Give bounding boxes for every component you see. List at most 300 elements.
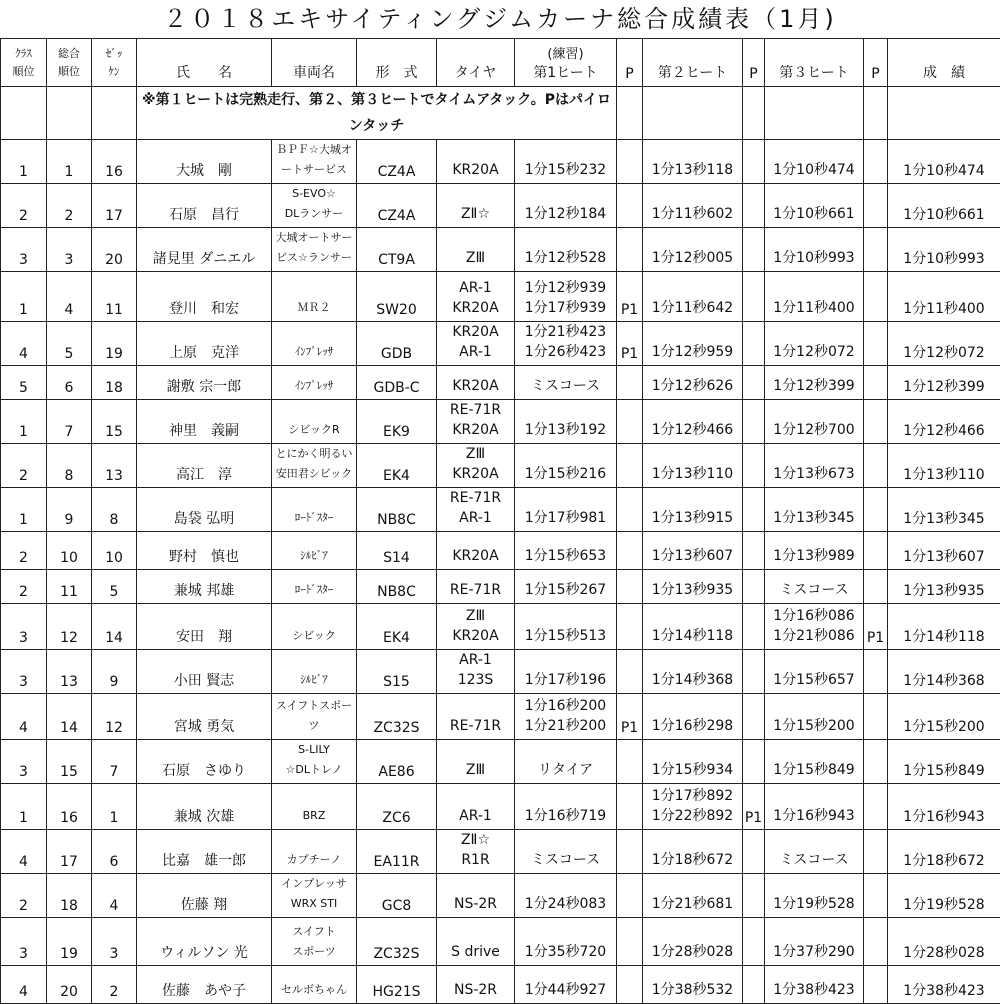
class-rank-cell: 3 bbox=[1, 918, 47, 966]
name-cell: 石原 さゆり bbox=[137, 740, 272, 784]
table-row bbox=[1, 874, 1000, 918]
zekken-cell: 3 bbox=[92, 918, 137, 966]
overall-rank-cell: 17 bbox=[47, 830, 92, 874]
car-cell bbox=[272, 966, 357, 1004]
p2-cell bbox=[743, 570, 765, 604]
heat1-cell bbox=[515, 184, 617, 228]
name-cell: 謝敷 宗一郎 bbox=[137, 366, 272, 400]
table-row bbox=[1, 694, 1000, 740]
heat3-cell bbox=[765, 650, 864, 694]
model-cell: S14 bbox=[357, 532, 437, 570]
overall-rank-cell: 7 bbox=[47, 400, 92, 444]
heat3-cell bbox=[765, 874, 864, 918]
model-cell: SW20 bbox=[357, 272, 437, 322]
name-cell: 小田 賢志 bbox=[137, 650, 272, 694]
heat2-cell bbox=[643, 366, 743, 400]
table-row bbox=[1, 272, 1000, 322]
heat3-cell bbox=[765, 918, 864, 966]
heat3-line: 1分12秒399 bbox=[765, 376, 863, 396]
p3-cell bbox=[864, 488, 888, 532]
heat3-cell bbox=[765, 740, 864, 784]
model-cell: GDB bbox=[357, 322, 437, 366]
heat1-line: 1分12秒528 bbox=[515, 248, 616, 268]
zekken-cell: 2 bbox=[92, 966, 137, 1004]
heat2-line: 1分13秒118 bbox=[643, 160, 742, 180]
p2-cell bbox=[743, 830, 765, 874]
heat3-cell bbox=[765, 604, 864, 650]
heat3-line: 1分10秒993 bbox=[765, 248, 863, 268]
tire-line: KR20A bbox=[437, 298, 514, 318]
car-cell bbox=[272, 366, 357, 400]
heat2-line: 1分11秒602 bbox=[643, 204, 742, 224]
heat2-line: 1分12秒626 bbox=[643, 376, 742, 396]
zekken-cell: 17 bbox=[92, 184, 137, 228]
p3-cell bbox=[864, 272, 888, 322]
tire-cell bbox=[437, 444, 515, 488]
heat1-cell bbox=[515, 322, 617, 366]
tire-line: S drive bbox=[437, 942, 514, 962]
p2-cell bbox=[743, 532, 765, 570]
result-cell: 1分19秒528 bbox=[888, 874, 1000, 918]
heat1-line: 1分15秒216 bbox=[515, 464, 616, 484]
heat2-cell bbox=[643, 874, 743, 918]
heat1-line: 1分21秒200 bbox=[515, 716, 616, 736]
p1-cell bbox=[617, 228, 643, 272]
heat1-line: 1分15秒513 bbox=[515, 626, 616, 646]
class-rank-cell: 2 bbox=[1, 444, 47, 488]
table-row bbox=[1, 444, 1000, 488]
p3-cell bbox=[864, 400, 888, 444]
p3-cell bbox=[864, 966, 888, 1004]
overall-rank-cell: 19 bbox=[47, 918, 92, 966]
table-row bbox=[1, 400, 1000, 444]
p2-cell bbox=[743, 140, 765, 184]
heat3-line: 1分12秒072 bbox=[765, 342, 863, 362]
name-cell: 比嘉 雄一郎 bbox=[137, 830, 272, 874]
model-cell: GC8 bbox=[357, 874, 437, 918]
result-cell: 1分28秒028 bbox=[888, 918, 1000, 966]
car-line: カプチーノ bbox=[272, 850, 356, 870]
heat1-cell bbox=[515, 694, 617, 740]
tire-line: NS-2R bbox=[437, 894, 514, 914]
heat2-cell bbox=[643, 140, 743, 184]
heat2-line: 1分15秒934 bbox=[643, 760, 742, 780]
tire-line: AR-1 bbox=[437, 278, 514, 298]
result-cell: 1分13秒110 bbox=[888, 444, 1000, 488]
heat1-cell bbox=[515, 570, 617, 604]
heat1-cell bbox=[515, 228, 617, 272]
heat3-cell bbox=[765, 400, 864, 444]
p2-cell bbox=[743, 650, 765, 694]
p2-cell: P1 bbox=[743, 784, 765, 830]
p2-cell bbox=[743, 604, 765, 650]
p1-cell: P1 bbox=[617, 272, 643, 322]
heat2-cell bbox=[643, 228, 743, 272]
zekken-cell: 14 bbox=[92, 604, 137, 650]
zekken-cell: 20 bbox=[92, 228, 137, 272]
p2-cell bbox=[743, 444, 765, 488]
heat1-line: 1分15秒653 bbox=[515, 546, 616, 566]
result-cell: 1分11秒400 bbox=[888, 272, 1000, 322]
car-line: S-EVO☆ bbox=[272, 184, 356, 204]
p1-cell bbox=[617, 140, 643, 184]
heat1-line: 1分15秒232 bbox=[515, 160, 616, 180]
header-row bbox=[1, 39, 1000, 87]
note-row bbox=[1, 87, 1000, 140]
p1-cell bbox=[617, 650, 643, 694]
result-cell: 1分15秒849 bbox=[888, 740, 1000, 784]
heat2-cell bbox=[643, 532, 743, 570]
overall-rank-cell: 4 bbox=[47, 272, 92, 322]
heat3-line: 1分13秒345 bbox=[765, 508, 863, 528]
class-rank-cell: 4 bbox=[1, 830, 47, 874]
car-cell bbox=[272, 694, 357, 740]
p3-cell bbox=[864, 694, 888, 740]
table-row bbox=[1, 604, 1000, 650]
heat2-line: 1分16秒298 bbox=[643, 716, 742, 736]
heat1-line: 1分17秒939 bbox=[515, 298, 616, 318]
tire-line: KR20A bbox=[437, 322, 514, 342]
header-p1: P bbox=[617, 39, 643, 87]
tire-cell bbox=[437, 604, 515, 650]
model-cell: S15 bbox=[357, 650, 437, 694]
p3-cell bbox=[864, 322, 888, 366]
car-line: インプレッサ bbox=[272, 874, 356, 894]
heat2-line: 1分12秒005 bbox=[643, 248, 742, 268]
p2-cell bbox=[743, 272, 765, 322]
model-cell: EK9 bbox=[357, 400, 437, 444]
header-zekken: ｾﾞｯ ｹﾝ bbox=[92, 39, 137, 87]
car-line: DLランサー bbox=[272, 204, 356, 224]
heat2-cell bbox=[643, 784, 743, 830]
p2-cell bbox=[743, 694, 765, 740]
table-row bbox=[1, 784, 1000, 830]
car-cell bbox=[272, 532, 357, 570]
car-cell bbox=[272, 784, 357, 830]
car-cell bbox=[272, 604, 357, 650]
zekken-cell: 15 bbox=[92, 400, 137, 444]
car-line: セルボちゃん bbox=[272, 980, 356, 1000]
car-cell bbox=[272, 444, 357, 488]
result-cell: 1分12秒072 bbox=[888, 322, 1000, 366]
header-heat2: 第２ヒート bbox=[643, 39, 743, 87]
class-rank-cell: 4 bbox=[1, 966, 47, 1004]
car-line: とにかく明るい bbox=[272, 444, 356, 464]
overall-rank-cell: 12 bbox=[47, 604, 92, 650]
p2-cell bbox=[743, 228, 765, 272]
tire-cell bbox=[437, 140, 515, 184]
tire-cell bbox=[437, 532, 515, 570]
car-cell bbox=[272, 228, 357, 272]
class-rank-cell: 5 bbox=[1, 366, 47, 400]
zekken-cell: 11 bbox=[92, 272, 137, 322]
p1-cell bbox=[617, 570, 643, 604]
heat3-cell bbox=[765, 570, 864, 604]
heat3-cell bbox=[765, 444, 864, 488]
p3-cell bbox=[864, 740, 888, 784]
p3-cell bbox=[864, 228, 888, 272]
heat3-line: 1分10秒474 bbox=[765, 160, 863, 180]
p2-cell bbox=[743, 874, 765, 918]
heat1-cell bbox=[515, 400, 617, 444]
heat3-line: 1分10秒661 bbox=[765, 204, 863, 224]
heat3-line: ミスコース bbox=[765, 580, 863, 600]
tire-line: RE-71R bbox=[437, 580, 514, 600]
heat3-line: ミスコース bbox=[765, 850, 863, 870]
result-cell: 1分10秒474 bbox=[888, 140, 1000, 184]
car-line: S-LILY bbox=[272, 740, 356, 760]
p3-cell bbox=[864, 570, 888, 604]
table-row bbox=[1, 532, 1000, 570]
tire-cell bbox=[437, 694, 515, 740]
table-row bbox=[1, 184, 1000, 228]
tire-cell bbox=[437, 184, 515, 228]
heat2-line: 1分17秒892 bbox=[643, 786, 742, 806]
heat2-cell bbox=[643, 918, 743, 966]
model-cell: CZ4A bbox=[357, 140, 437, 184]
heat2-cell bbox=[643, 570, 743, 604]
p3-cell bbox=[864, 444, 888, 488]
heat3-line: 1分13秒673 bbox=[765, 464, 863, 484]
class-rank-cell: 2 bbox=[1, 184, 47, 228]
car-cell bbox=[272, 650, 357, 694]
class-rank-cell: 1 bbox=[1, 272, 47, 322]
zekken-cell: 8 bbox=[92, 488, 137, 532]
result-cell: 1分13秒935 bbox=[888, 570, 1000, 604]
heat2-cell bbox=[643, 184, 743, 228]
name-cell: 上原 克洋 bbox=[137, 322, 272, 366]
model-cell: CT9A bbox=[357, 228, 437, 272]
heat3-cell bbox=[765, 366, 864, 400]
heat3-line: 1分16秒943 bbox=[765, 806, 863, 826]
overall-rank-cell: 1 bbox=[47, 140, 92, 184]
header-heat3: 第３ヒート bbox=[765, 39, 864, 87]
car-cell bbox=[272, 488, 357, 532]
car-line: シビック bbox=[272, 626, 356, 646]
tire-cell bbox=[437, 650, 515, 694]
table-row bbox=[1, 322, 1000, 366]
heat3-line: 1分15秒849 bbox=[765, 760, 863, 780]
tire-line: ZⅡ☆ bbox=[437, 204, 514, 224]
car-cell bbox=[272, 918, 357, 966]
zekken-cell: 5 bbox=[92, 570, 137, 604]
p3-cell: P1 bbox=[864, 604, 888, 650]
heat3-line: 1分19秒528 bbox=[765, 894, 863, 914]
heat1-cell bbox=[515, 918, 617, 966]
p3-cell bbox=[864, 784, 888, 830]
heat1-line: 1分13秒192 bbox=[515, 420, 616, 440]
heat2-line: 1分28秒028 bbox=[643, 942, 742, 962]
result-cell: 1分13秒607 bbox=[888, 532, 1000, 570]
class-rank-cell: 2 bbox=[1, 874, 47, 918]
heat3-cell bbox=[765, 272, 864, 322]
p3-cell bbox=[864, 650, 888, 694]
heat1-cell bbox=[515, 740, 617, 784]
heat1-cell bbox=[515, 604, 617, 650]
overall-rank-cell: 11 bbox=[47, 570, 92, 604]
model-cell: ZC32S bbox=[357, 694, 437, 740]
heat3-line: 1分11秒400 bbox=[765, 298, 863, 318]
zekken-cell: 12 bbox=[92, 694, 137, 740]
name-cell: 兼城 次雄 bbox=[137, 784, 272, 830]
overall-rank-cell: 9 bbox=[47, 488, 92, 532]
p1-cell bbox=[617, 604, 643, 650]
zekken-cell: 9 bbox=[92, 650, 137, 694]
heat2-line: 1分21秒681 bbox=[643, 894, 742, 914]
overall-rank-cell: 16 bbox=[47, 784, 92, 830]
heat1-cell bbox=[515, 784, 617, 830]
heat2-cell bbox=[643, 400, 743, 444]
heat1-line: 1分17秒981 bbox=[515, 508, 616, 528]
heat1-cell bbox=[515, 444, 617, 488]
heat1-line: ミスコース bbox=[515, 376, 616, 396]
tire-cell bbox=[437, 874, 515, 918]
name-cell: 安田 翔 bbox=[137, 604, 272, 650]
p3-cell bbox=[864, 830, 888, 874]
tire-line: KR20A bbox=[437, 420, 514, 440]
heat1-cell bbox=[515, 488, 617, 532]
page-title: ２０１８エキサイティングジムカーナ総合成績表（1月) bbox=[0, 0, 1000, 38]
model-cell: GDB-C bbox=[357, 366, 437, 400]
overall-rank-cell: 18 bbox=[47, 874, 92, 918]
name-cell: 宮城 勇気 bbox=[137, 694, 272, 740]
header-car: 車両名 bbox=[272, 39, 357, 87]
p1-cell bbox=[617, 830, 643, 874]
tire-line: NS-2R bbox=[437, 980, 514, 1000]
car-cell bbox=[272, 400, 357, 444]
p1-cell bbox=[617, 874, 643, 918]
car-line: ＢＰＦ☆大城オ bbox=[272, 140, 356, 160]
car-cell bbox=[272, 140, 357, 184]
car-line: ｲﾝﾌﾟﾚｯｻ bbox=[272, 376, 356, 396]
class-rank-cell: 3 bbox=[1, 740, 47, 784]
car-cell bbox=[272, 272, 357, 322]
tire-cell bbox=[437, 918, 515, 966]
heat1-line: リタイア bbox=[515, 760, 616, 780]
overall-rank-cell: 13 bbox=[47, 650, 92, 694]
table-row bbox=[1, 140, 1000, 184]
p1-cell bbox=[617, 740, 643, 784]
table-row bbox=[1, 918, 1000, 966]
heat1-line: 1分35秒720 bbox=[515, 942, 616, 962]
name-cell: ウィルソン 光 bbox=[137, 918, 272, 966]
class-rank-cell: 3 bbox=[1, 650, 47, 694]
name-cell: 佐藤 翔 bbox=[137, 874, 272, 918]
zekken-cell: 18 bbox=[92, 366, 137, 400]
model-cell: EK4 bbox=[357, 444, 437, 488]
heat3-line: 1分21秒086 bbox=[765, 626, 863, 646]
p1-cell bbox=[617, 366, 643, 400]
car-cell bbox=[272, 874, 357, 918]
header-heat1: (練習) 第1ヒート bbox=[515, 39, 617, 87]
heat2-cell bbox=[643, 488, 743, 532]
heat3-line: 1分37秒290 bbox=[765, 942, 863, 962]
result-cell: 1分12秒466 bbox=[888, 400, 1000, 444]
car-line: 安田君シビック bbox=[272, 464, 356, 484]
name-cell: 大城 剛 bbox=[137, 140, 272, 184]
tire-line: AR-1 bbox=[437, 508, 514, 528]
heat1-cell bbox=[515, 140, 617, 184]
header-heat1-practice: (練習) bbox=[515, 43, 616, 62]
result-cell: 1分10秒661 bbox=[888, 184, 1000, 228]
header-model: 形 式 bbox=[357, 39, 437, 87]
header-name: 氏 名 bbox=[137, 39, 272, 87]
p3-cell bbox=[864, 366, 888, 400]
car-line: ☆DLトレノ bbox=[272, 760, 356, 780]
zekken-cell: 10 bbox=[92, 532, 137, 570]
tire-line: R1R bbox=[437, 850, 514, 870]
car-cell bbox=[272, 830, 357, 874]
tire-line: ZⅢ bbox=[437, 760, 514, 780]
overall-rank-cell: 15 bbox=[47, 740, 92, 784]
heat2-line: 1分22秒892 bbox=[643, 806, 742, 826]
class-rank-cell: 3 bbox=[1, 604, 47, 650]
header-tire: タイヤ bbox=[437, 39, 515, 87]
heat2-line: 1分13秒110 bbox=[643, 464, 742, 484]
tire-cell bbox=[437, 830, 515, 874]
heat3-line: 1分13秒989 bbox=[765, 546, 863, 566]
results-table bbox=[0, 38, 1000, 1004]
p1-cell bbox=[617, 532, 643, 570]
heat2-line: 1分12秒959 bbox=[643, 342, 742, 362]
model-cell: EK4 bbox=[357, 604, 437, 650]
tire-line: 123S bbox=[437, 670, 514, 690]
heat2-cell bbox=[643, 830, 743, 874]
p2-cell bbox=[743, 366, 765, 400]
class-rank-cell: 1 bbox=[1, 400, 47, 444]
heat2-cell bbox=[643, 966, 743, 1004]
name-cell: 佐藤 あや子 bbox=[137, 966, 272, 1004]
p3-cell bbox=[864, 140, 888, 184]
p1-cell bbox=[617, 918, 643, 966]
tire-line: RE-71R bbox=[437, 716, 514, 736]
class-rank-cell: 2 bbox=[1, 532, 47, 570]
zekken-cell: 4 bbox=[92, 874, 137, 918]
tire-cell bbox=[437, 272, 515, 322]
tire-cell bbox=[437, 488, 515, 532]
heat1-cell bbox=[515, 966, 617, 1004]
heat3-cell bbox=[765, 784, 864, 830]
p1-cell bbox=[617, 966, 643, 1004]
heat1-line: 1分21秒423 bbox=[515, 322, 616, 342]
car-line: BRZ bbox=[272, 806, 356, 826]
tire-line: KR20A bbox=[437, 626, 514, 646]
tire-line: ZⅢ bbox=[437, 444, 514, 464]
car-line: ｼﾙﾋﾞｱ bbox=[272, 546, 356, 566]
tire-line: KR20A bbox=[437, 376, 514, 396]
result-cell: 1分13秒345 bbox=[888, 488, 1000, 532]
heat1-cell bbox=[515, 650, 617, 694]
overall-rank-cell: 2 bbox=[47, 184, 92, 228]
header-p3: P bbox=[864, 39, 888, 87]
heat3-cell bbox=[765, 228, 864, 272]
car-line: 大城オートサー bbox=[272, 228, 356, 248]
heat3-cell bbox=[765, 694, 864, 740]
heat3-cell bbox=[765, 322, 864, 366]
p2-cell bbox=[743, 966, 765, 1004]
heat3-line: 1分16秒086 bbox=[765, 606, 863, 626]
tire-line: KR20A bbox=[437, 546, 514, 566]
name-cell: 高江 淳 bbox=[137, 444, 272, 488]
heat1-line: 1分17秒196 bbox=[515, 670, 616, 690]
heat1-line: 1分12秒184 bbox=[515, 204, 616, 224]
result-cell: 1分12秒399 bbox=[888, 366, 1000, 400]
class-rank-cell: 1 bbox=[1, 488, 47, 532]
header-p2: P bbox=[743, 39, 765, 87]
car-cell bbox=[272, 184, 357, 228]
class-rank-cell: 4 bbox=[1, 694, 47, 740]
tire-line: AR-1 bbox=[437, 806, 514, 826]
